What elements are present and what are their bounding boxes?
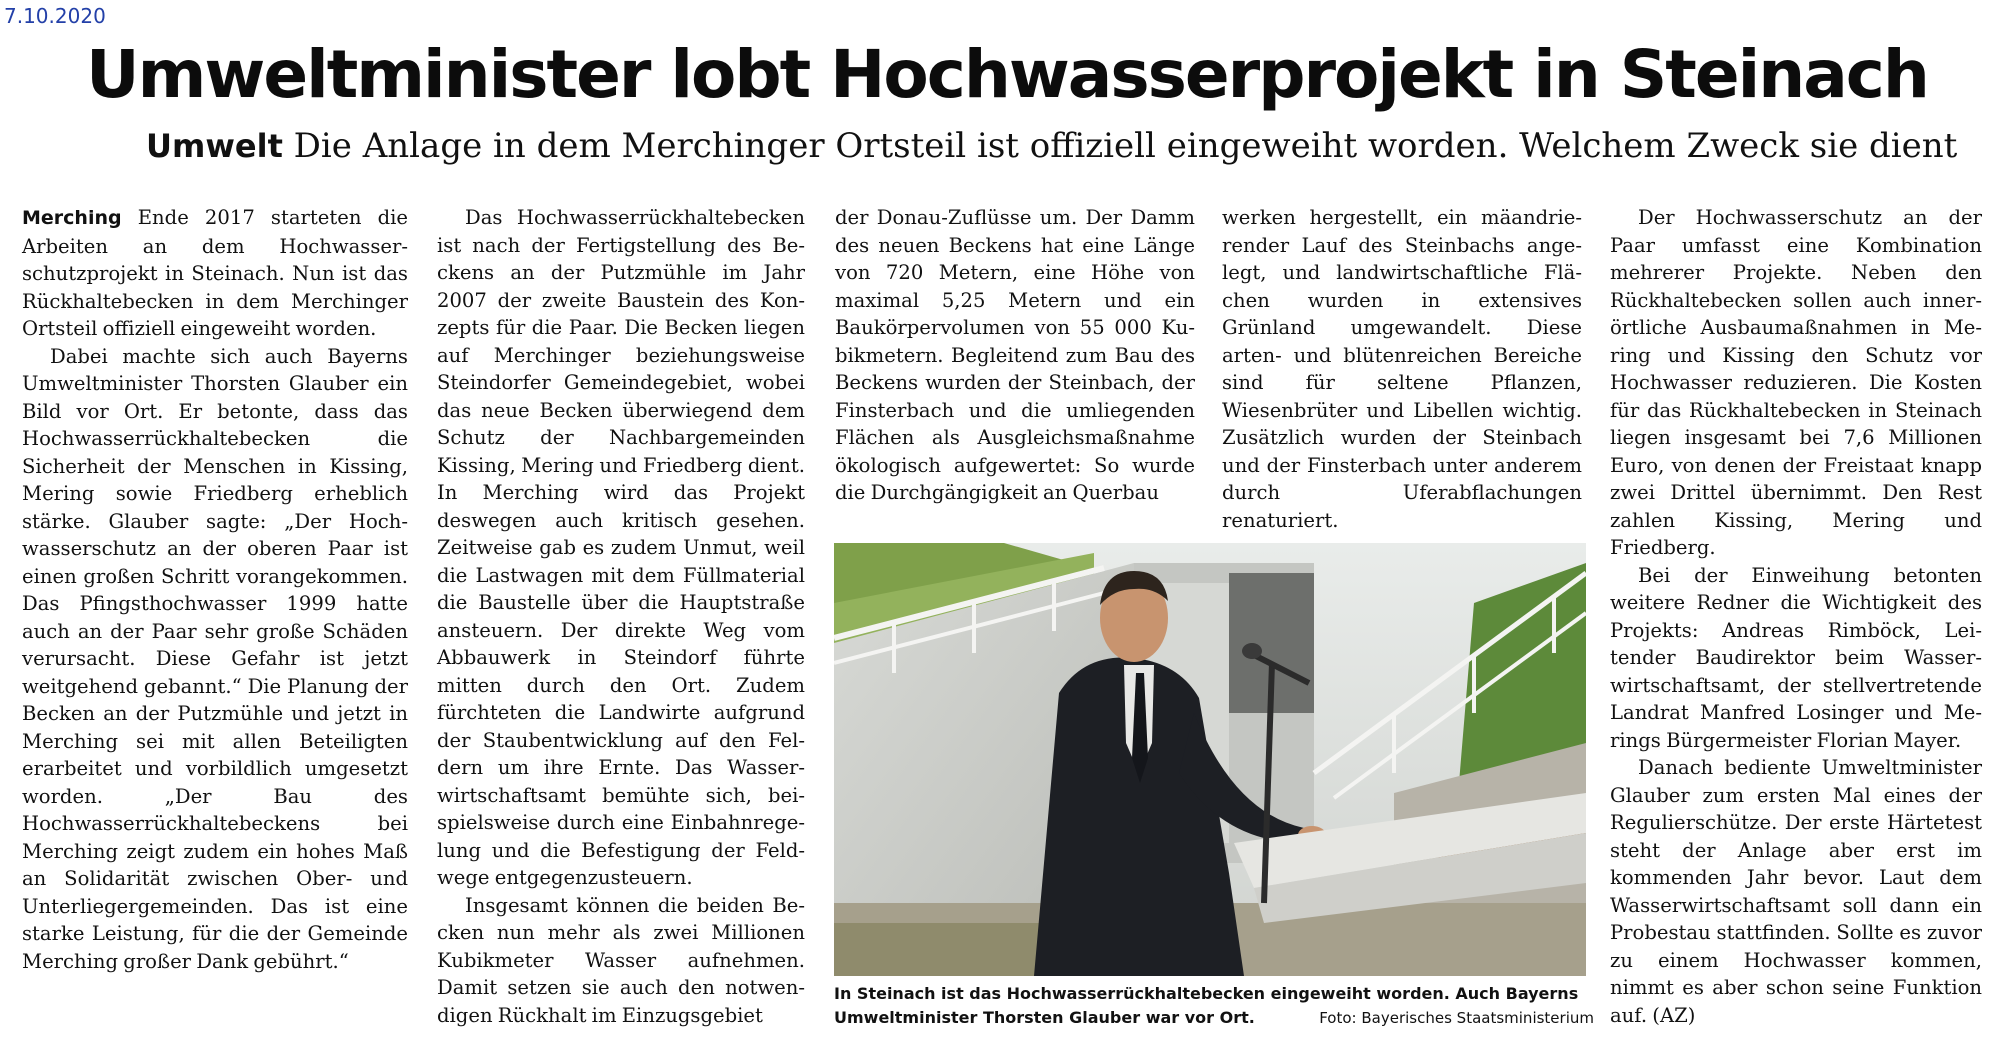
dateline-location: Merching [22,207,122,229]
photo-credit: Foto: Bayerisches Staatsministerium [1319,1009,1594,1027]
paragraph-text: Ende 2017 starteten die Arbeiten an dem Hochwasserschutzprojekt in Steinach. Nun ist das Rückhaltebecken in dem Merchinger Ortsteil offiziell eingeweiht worden. [22,206,408,340]
subheadline [146,122,1958,170]
section-kicker: Umwelt [146,127,283,165]
paragraph: Der Hochwasserschutz an der Paar umfasst eine Kombination mehrerer Projekte. Neben den Rückhaltebecken sollen auch innerörtliche Ausbaumaßnahmen in Mering und Kissing den Schutz vor Hochwasser reduzieren. Die Kosten für das Rückhaltebecken in Steinach liegen insgesamt bei 7,6 Millionen Euro, von denen der Freistaat knapp zwei Drittel übernimmt. Den Rest zahlen Kissing, Mering und Friedberg. [1610,206,1982,559]
article-column-3 [835,204,1195,507]
paragraph: werken hergestellt, ein mäandrierender Lauf des Steinbachs angelegt, und landwirtschaftliche Flächen wurden in extensives Grünland umgewandelt. Diese arten- und blütenreichen Bereiche sind für seltene Pflanzen, Wiesenbrüter und Libellen wichtig. Zusätzlich wurden der Steinbach und der Finsterbach unter anderem durch Uferabflachungen renaturiert. [1222,206,1582,532]
article-column-2 [437,204,805,1029]
photo-caption [834,982,1594,1030]
article-column-1 [22,204,408,975]
headline: Umweltminister lobt Hochwasserprojekt in Steinach [86,36,1928,113]
caption-text: In Steinach ist das Hochwasserrückhaltebecken eingeweiht worden. Auch Bayerns Umweltminister Thorsten Glauber war vor Ort. [834,984,1579,1027]
publication-date: 7.10.2020 [4,4,106,28]
paragraph: Insgesamt können die beiden Becken nun mehr als zwei Millionen Kubikmeter Wasser aufnehmen. Damit setzen sie auch den notwendigen Rückhalt im Einzugsgebiet [437,893,805,1027]
article-column-4 [1222,204,1582,534]
paragraph: Dabei machte sich auch Bayerns Umweltminister Thorsten Glauber ein Bild vor Ort. Er betonte, dass das Hochwasserrückhaltebecken die Sicherheit der Menschen in Kissing, Mering sowie Friedberg erheblich stärke. Glauber sagte: „Der Hochwasserschutz an der oberen Paar ist einen großen Schritt vorangekommen. Das Pfingsthochwasser 1999 hatte auch an der Paar sehr große Schäden verursacht. Diese Gefahr ist jetzt weitgehend gebannt.“ Die Planung der Becken an der Putzmühle und jetzt in Merching sei mit allen Beteiligten erarbeitet und vorbildlich umgesetzt worden. „Der Bau des Hochwasserrückhaltebeckens bei Merching zeigt zudem ein hohes Maß an Solidarität zwischen Ober- und Unterliegergemeinden. Das ist eine starke Leistung, für die der Gemeinde Merching großer Dank gebührt.“ [22,344,408,973]
article-column-5 [1610,204,1982,1029]
paragraph: Danach bediente Umweltminister Glauber zum ersten Mal eines der Regulierschütze. Der erste Härtetest steht der Anlage aber erst im kommenden Jahr bevor. Laut dem Wasserwirtschaftsamt soll dann ein Probestau stattfinden. Sollte es zuvor zu einem Hochwasser kommen, nimmt es aber schon seine Funktion auf. (AZ) [1610,756,1982,1027]
paragraph [22,204,408,343]
paragraph: Das Hochwasserrückhaltebecken ist nach der Fertigstellung des Beckens an der Putzmühle im Jahr 2007 der zweite Baustein des Konzepts für die Paar. Die Becken liegen auf Merchinger beziehungsweise Steindorfer Gemeindegebiet, wobei das neue Becken überwiegend dem Schutz der Nachbargemeinden Kissing, Mering und Friedberg dient. In Merching wird das Projekt deswegen auch kritisch gesehen. Zeitweise gab es zudem Unmut, weil die Lastwagen mit dem Füllmaterial die Baustelle über die Hauptstraße ansteuern. Der direkte Weg vom Abbauwerk in Steindorf führte mitten durch den Ort. Zudem fürchteten die Landwirte aufgrund der Staubentwicklung auf den Feldern um ihre Ernte. Das Wasserwirtschaftsamt bemühte sich, beispielsweise durch eine Einbahnregelung und die Befestigung der Feldwege entgegenzusteuern. [437,206,805,889]
paragraph: der Donau-Zuflüsse um. Der Damm des neuen Beckens hat eine Länge von 720 Metern, eine Höhe von maximal 5,25 Metern und ein Baukörpervolumen von 55 000 Kubikmetern. Begleitend zum Bau des Beckens wurden der Steinbach, der Finsterbach und die umliegenden Flächen als Ausgleichsmaßnahme ökologisch aufgewertet: So wurde die Durchgängigkeit an Querbau [835,206,1195,504]
subheadline-text: Die Anlage in dem Merchinger Ortsteil ist offiziell eingeweiht worden. Welchem Zweck sie dient [293,126,1958,166]
speaker-at-podium-illustration [834,543,1586,976]
paragraph: Bei der Einweihung betonten weitere Redner die Wichtigkeit des Projekts: Andreas Rimböck, Leitender Baudirektor beim Wasserwirtschaftsamt, der stellvertretende Landrat Manfred Losinger und Merings Bürgermeister Florian Mayer. [1610,563,1982,752]
article-photo [834,543,1586,976]
